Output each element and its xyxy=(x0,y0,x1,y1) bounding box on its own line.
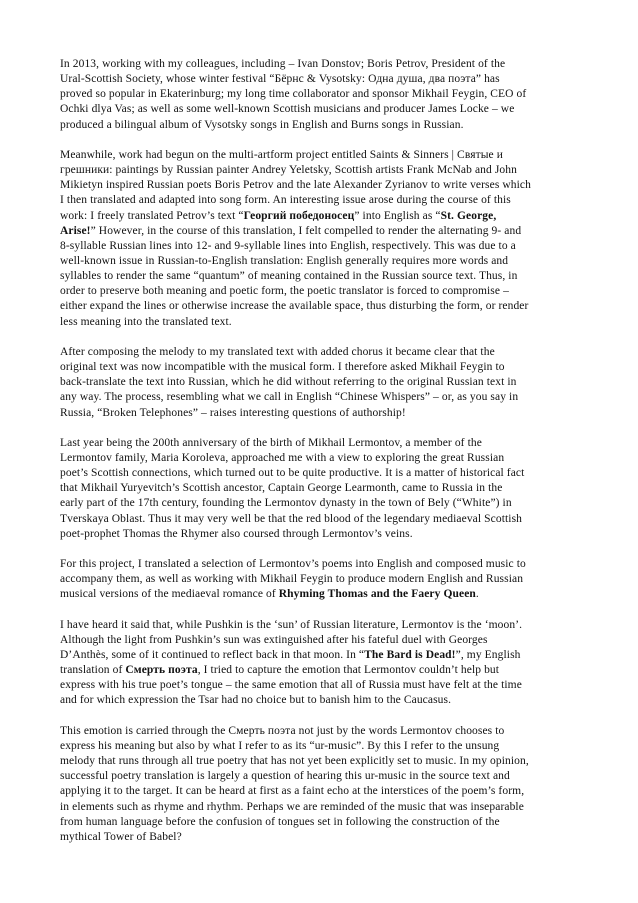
text-line: any way. The process, resembling what we call in English “Chinese Whispers” – or, as you say in xyxy=(60,391,519,404)
bold-title-bard-is-dead: The Bard is Dead! xyxy=(364,649,456,662)
bold-title-smert-poeta: Смерть поэта xyxy=(125,664,198,677)
text-line: express with his true poet’s tongue – the same emotion that all of Russia must have felt at the time xyxy=(60,679,522,692)
paragraph-6 xyxy=(60,618,582,709)
text-line: well-known issue in Russian-to-English translation: English generally requires more words and xyxy=(60,255,509,268)
paragraph-7 xyxy=(60,724,582,845)
text-line: early part of the 17th century, founding the Lermontov dynasty in the town of Bely (“White”) in xyxy=(60,497,512,510)
text-line: mythical Tower of Babel? xyxy=(60,830,182,843)
text-line: that Mikhail Yuryevitch’s Scottish ancestor, Captain George Learmonth, came to Russia in the xyxy=(60,482,503,495)
text-line: Mikietyn inspired Russian poets Boris Petrov and the late Alexander Zyrianov to write verses which xyxy=(60,179,531,192)
paragraph-1 xyxy=(60,57,582,133)
bold-title-georgiy: Георгий победоносец xyxy=(243,209,355,222)
text-line: order to preserve both meaning and poetic form, the poetic translator is forced to compromise – xyxy=(60,285,509,298)
text-line: грешники: paintings by Russian painter Andrey Yeletsky, Scottish artists Frank McNab and John xyxy=(60,164,517,177)
text-line: I have heard it said that, while Pushkin is the ‘sun’ of Russian literature, Lermontov is the ‘moon’. xyxy=(60,618,523,631)
text-line: work: I freely translated Petrov’s text “Георгий победоносец” into English as “St. George, xyxy=(60,209,497,222)
text-line: D’Anthès, some of it continued to reflect back in that moon. In “The Bard is Dead!”, my English xyxy=(60,649,521,662)
text-line: poet’s Scottish connections, which turned out to be quite productive. It is a matter of historical fact xyxy=(60,467,525,480)
text-line: produced a bilingual album of Vysotsky songs in English and Burns songs in Russian. xyxy=(60,118,464,131)
text-line: Meanwhile, work had begun on the multi-artform project entitled Saints & Sinners | Святые и xyxy=(60,148,503,161)
text-line: syllables to render the same “quantum” of meaning contained in the Russian source text. Thus, in xyxy=(60,270,518,283)
text-line: accompany them, as well as working with Mikhail Feygin to produce modern English and Russian xyxy=(60,573,524,586)
text-line: successful poetry translation is largely a question of hearing this ur-music in the source text and xyxy=(60,770,510,783)
text-line: applying it to the target. It can be heard at first as a faint echo at the interstices of the poem’s form, xyxy=(60,785,525,798)
text-line: melody that runs through all true poetry that has not yet been explicitly set to music. In my opinion, xyxy=(60,755,529,768)
text-line: proved so popular in Ekaterinburg; my long time collaborator and sponsor Mikhail Feygin, CEO of xyxy=(60,88,527,101)
bold-title-rhyming-thomas: Rhyming Thomas and the Faery Queen xyxy=(278,588,476,601)
bold-title-st-george: St. George, xyxy=(440,209,497,222)
text-line: Tverskaya Oblast. Thus it may very well be that the red blood of the legendary mediaeval Scottish xyxy=(60,512,523,525)
text-line: back-translate the text into Russian, which he did without referring to the original Russian text in xyxy=(60,376,517,389)
text-line: This emotion is carried through the Смерть поэта not just by the words Lermontov chooses to xyxy=(60,724,505,737)
text-line: musical versions of the mediaeval romance of Rhyming Thomas and the Faery Queen. xyxy=(60,588,479,601)
paragraph-2 xyxy=(60,148,582,330)
text-line: For this project, I translated a selection of Lermontov’s poems into English and composed music to xyxy=(60,558,526,571)
paragraph-3 xyxy=(60,345,582,421)
text-line: In 2013, working with my colleagues, including – Ivan Donstov; Boris Petrov, President of the xyxy=(60,58,506,70)
text-line: Last year being the 200th anniversary of the birth of Mikhail Lermontov, a member of the xyxy=(60,436,482,449)
paragraph-5 xyxy=(60,557,582,602)
text-line: Lermontov family, Maria Koroleva, approached me with a view to exploring the great Russian xyxy=(60,452,505,465)
text-line: After composing the melody to my translated text with added chorus it became clear that the xyxy=(60,345,495,358)
text-line: Although the light from Pushkin’s sun was extinguished after his fateful duel with Georges xyxy=(60,633,488,646)
text-line: 8-syllable Russian lines into 12- and 9-syllable lines into English, respectively. This was due to a xyxy=(60,239,516,252)
bold-title-arise: Arise! xyxy=(60,224,91,237)
text-line: less meaning into the translated text. xyxy=(60,315,232,328)
text-line: express his meaning but also by what I refer to as its “ur-music”. By this I refer to the unsung xyxy=(60,739,500,752)
text-line: Ochki dlya Vas; as well as some well-known Scottish musicians and producer James Locke – we xyxy=(60,103,515,116)
text-line: Arise!” However, in the course of this translation, I felt compelled to render the alternating 9- and xyxy=(60,224,522,237)
text-line: either expand the lines or otherwise increase the available space, thus disturbing the form, or render xyxy=(60,300,529,313)
text-line: Russia, “Broken Telephones” – raises interesting questions of authorship! xyxy=(60,406,406,419)
document-page xyxy=(60,57,582,860)
paragraph-4 xyxy=(60,436,582,542)
text-line: poet-prophet Thomas the Rhymer also coursed through Lermontov’s veins. xyxy=(60,527,413,540)
text-line: in elements such as rhyme and rhythm. Perhaps we are reminded of the music that was inseparable xyxy=(60,800,524,813)
text-line: translation of Смерть поэта, I tried to capture the emotion that Lermontov couldn’t help but xyxy=(60,664,500,677)
text-line: Ural-Scottish Society, whose winter festival “Бёрнс & Vysotsky: Одна душа, два поэта” has xyxy=(60,73,500,86)
text-line: original text was now incompatible with the musical form. I therefore asked Mikhail Feygin to xyxy=(60,361,505,374)
text-line: I then translated and adapted into song form. An interesting issue arose during the course of this xyxy=(60,194,511,207)
text-line: and for which expression the Tsar had no choice but to banish him to the Caucasus. xyxy=(60,694,452,707)
text-line: from human language before the confusion of tongues set in following the construction of the xyxy=(60,815,500,828)
